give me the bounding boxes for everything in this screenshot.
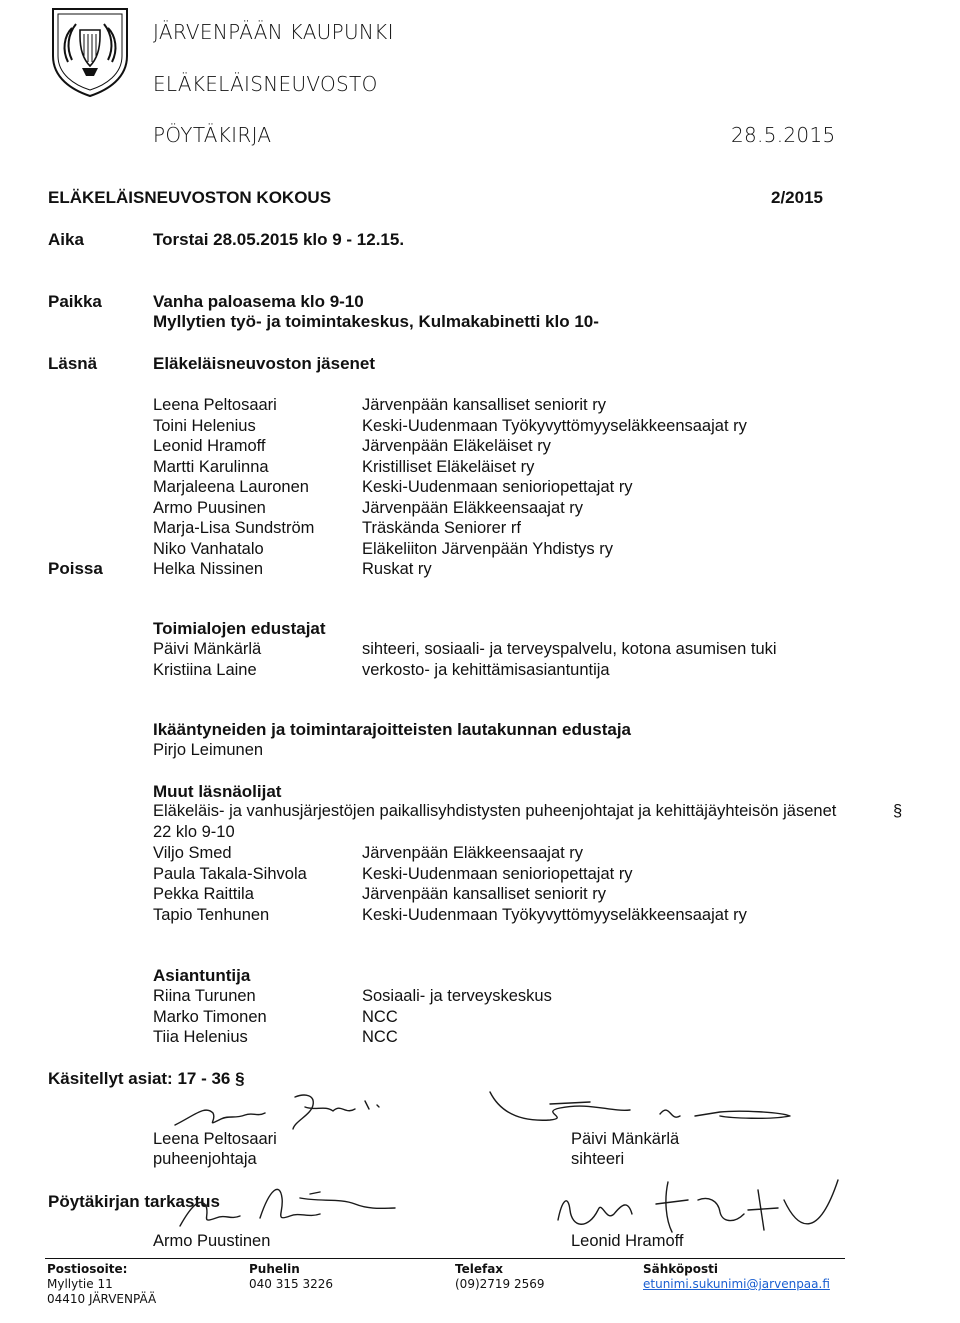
absent-label: Poissa <box>48 559 103 578</box>
email-link[interactable]: etunimi.sukunimi@jarvenpaa.fi <box>643 1277 830 1291</box>
member-name: Martti Karulinna <box>153 457 269 476</box>
member-name: Leena Peltosaari <box>153 396 277 414</box>
address-line: Myllytie 11 <box>47 1277 113 1291</box>
council-name: ELÄKELÄISNEUVOSTO <box>153 72 378 96</box>
others-orgs <box>362 843 747 925</box>
other-person-name: Paula Takala-Sihvola <box>153 864 307 883</box>
others-names <box>153 843 307 925</box>
place-line: Vanha paloasema klo 9-10 <box>153 292 364 311</box>
expert-name: Tiia Helenius <box>153 1028 248 1046</box>
time-label: Aika <box>48 230 84 249</box>
member-org: Järvenpään Eläkeläiset ry <box>362 437 551 455</box>
members-group-title: Eläkeläisneuvoston jäsenet <box>153 354 376 373</box>
expert-name: Riina Turunen <box>153 987 256 1005</box>
address-label: Postiosoite: <box>47 1262 128 1276</box>
member-name: Marjaleena Lauronen <box>153 478 309 496</box>
expert-org: NCC <box>362 1007 398 1026</box>
members-names <box>153 395 314 580</box>
review-label: Pöytäkirjan tarkastus <box>48 1192 220 1211</box>
section-mark: § <box>893 802 903 820</box>
member-name: Niko Vanhatalo <box>153 539 264 558</box>
departments-title: Toimialojen edustajat <box>153 619 326 638</box>
member-org: Järvenpään Eläkkeensaajat ry <box>362 498 584 517</box>
document-type: PÖYTÄKIRJA <box>153 123 272 147</box>
phone-label: Puhelin <box>249 1262 300 1276</box>
footer-fax <box>455 1262 545 1292</box>
department-person-role: verkosto- ja kehittämisasiantuntija <box>362 660 610 679</box>
department-person-name: Kristiina Laine <box>153 660 257 679</box>
other-person-org: Keski-Uudenmaan senioriopettajat ry <box>362 864 633 883</box>
absent-name: Helka Nissinen <box>153 560 264 578</box>
member-org: Träskända Seniorer rf <box>362 519 521 537</box>
footer-email <box>643 1262 830 1292</box>
department-person-name: Päivi Mänkärlä <box>153 640 262 658</box>
reviewer2-name: Leonid Hramoff <box>571 1232 684 1250</box>
other-person-name: Tapio Tenhunen <box>153 905 270 924</box>
members-orgs <box>362 395 747 580</box>
handled-items: Käsitellyt asiat: 17 - 36 § <box>48 1069 245 1088</box>
member-name: Toini Helenius <box>153 416 256 435</box>
email-label: Sähköposti <box>643 1262 719 1276</box>
member-name: Marja-Lisa Sundström <box>153 519 315 537</box>
time-value: Torstai 28.05.2015 klo 9 - 12.15. <box>153 230 405 249</box>
secretary-role: sihteeri <box>571 1150 625 1168</box>
others-intro-continued: 22 klo 9-10 <box>153 823 235 841</box>
experts-orgs <box>362 986 552 1048</box>
member-org: Keski-Uudenmaan Työkyvyttömyyseläkkeensaajat ry <box>362 416 747 435</box>
footer-address <box>47 1262 156 1307</box>
others-title: Muut läsnäolijat <box>153 782 282 801</box>
other-person-org: Keski-Uudenmaan Työkyvyttömyyseläkkeensaajat ry <box>362 905 747 924</box>
other-person-org: Järvenpään Eläkkeensaajat ry <box>362 844 584 862</box>
meeting-number: 2/2015 <box>771 188 823 207</box>
chair-signature <box>165 1085 405 1135</box>
member-org: Eläkeliiton Järvenpään Yhdistys ry <box>362 539 613 558</box>
expert-name: Marko Timonen <box>153 1007 267 1026</box>
reviewer1-signature <box>170 1178 400 1234</box>
chair-name: Leena Peltosaari <box>153 1130 277 1148</box>
address-line: 04410 JÄRVENPÄÄ <box>47 1292 157 1306</box>
expert-org: Sosiaali- ja terveyskeskus <box>362 987 552 1005</box>
city-coat-of-arms <box>50 6 130 98</box>
document-date: 28.5.2015 <box>731 123 836 147</box>
departments-names <box>153 639 261 680</box>
present-label: Läsnä <box>48 354 98 373</box>
place-label: Paikka <box>48 292 102 311</box>
footer-divider <box>45 1258 845 1259</box>
member-org: Keski-Uudenmaan senioriopettajat ry <box>362 478 633 496</box>
other-person-org: Järvenpään kansalliset seniorit ry <box>362 885 606 903</box>
board-person-name: Pirjo Leimunen <box>153 741 264 759</box>
board-title: Ikääntyneiden ja toimintarajoitteisten lautakunnan edustaja <box>153 720 632 739</box>
chair-role: puheenjohtaja <box>153 1150 257 1168</box>
meeting-title: ELÄKELÄISNEUVOSTON KOKOUS <box>48 188 332 207</box>
member-org: Kristilliset Eläkeläiset ry <box>362 457 535 476</box>
other-person-name: Viljo Smed <box>153 844 232 862</box>
reviewer1-name: Armo Puustinen <box>153 1232 271 1250</box>
absent-org: Ruskat ry <box>362 560 432 578</box>
fax-label: Telefax <box>455 1262 504 1276</box>
footer-phone <box>249 1262 333 1292</box>
member-org: Järvenpään kansalliset seniorit ry <box>362 396 606 414</box>
experts-title: Asiantuntija <box>153 966 251 985</box>
other-person-name: Pekka Raittila <box>153 885 254 903</box>
others-intro: Eläkeläis- ja vanhusjärjestöjen paikallisyhdistysten puheenjohtajat ja kehittäjäyhteisön jäsenet <box>153 802 837 820</box>
member-name: Armo Puusinen <box>153 498 266 517</box>
secretary-name: Päivi Mänkärlä <box>571 1130 680 1148</box>
member-name: Leonid Hramoff <box>153 437 266 455</box>
department-person-role: sihteeri, sosiaali- ja terveyspalvelu, kotona asumisen tuki <box>362 640 777 658</box>
phone-number: 040 315 3226 <box>249 1277 333 1291</box>
expert-org: NCC <box>362 1028 398 1046</box>
place-line: Myllytien työ- ja toimintakeskus, Kulmakabinetti klo 10- <box>153 312 599 331</box>
departments-roles <box>362 639 777 680</box>
city-name: JÄRVENPÄÄN KAUPUNKI <box>153 20 394 44</box>
experts-names <box>153 986 267 1048</box>
fax-number: (09)2719 2569 <box>455 1277 545 1291</box>
